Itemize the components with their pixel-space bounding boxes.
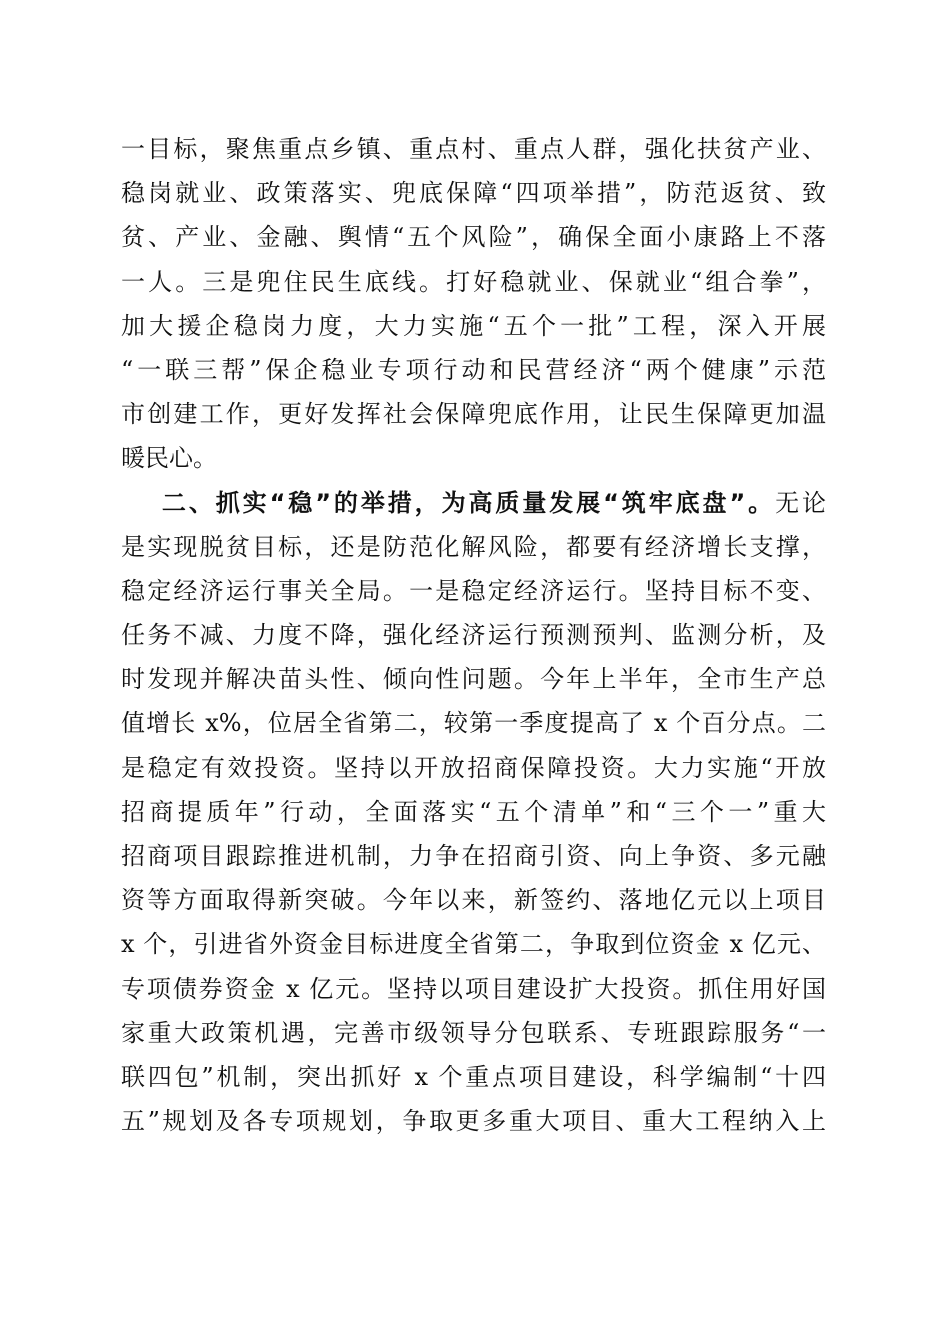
paragraph-line: 联四包”机制，突出抓好 x 个重点项目建设，科学编制“十四 <box>121 1062 826 1091</box>
paragraph-line: x 个，引进省外资金目标进度全省第二，争取到位资金 x 亿元、 <box>121 930 826 959</box>
paragraph-line: 任务不减、力度不降，强化经济运行预测预判、监测分析，及 <box>121 621 826 650</box>
paragraph-line: 招商提质年”行动，全面落实“五个清单”和“三个一”重大 <box>121 797 826 826</box>
paragraph-line: 贫、产业、金融、舆情“五个风险”，确保全面小康路上不落 <box>121 223 826 252</box>
paragraph-line: 招商项目跟踪推进机制，力争在招商引资、向上争资、多元融 <box>121 842 826 870</box>
paragraph-line: “一联三帮”保企稳业专项行动和民营经济“两个健康”示范 <box>121 355 826 384</box>
paragraph-line: 资等方面取得新突破。今年以来，新签约、落地亿元以上项目 <box>121 886 826 915</box>
section-heading-line <box>121 481 826 525</box>
document-body <box>121 127 826 1143</box>
section-heading: 二、抓实“稳”的举措，为高质量发展“筑牢底盘”。 <box>159 488 776 517</box>
paragraph-line: 家重大政策机遇，完善市级领导分包联系、专班跟踪服务“一 <box>121 1018 826 1047</box>
paragraph-line: 稳岗就业、政策落实、兜底保障“四项举措”，防范返贫、致 <box>121 179 826 208</box>
paragraph-line: 值增长 x%，位居全省第二，较第一季度提高了 x 个百分点。二 <box>121 709 826 738</box>
paragraph-line: 时发现并解决苗头性、倾向性问题。今年上半年，全市生产总 <box>121 665 826 694</box>
paragraph-line: 是稳定有效投资。坚持以开放招商保障投资。大力实施“开放 <box>121 753 826 782</box>
paragraph-line: 市创建工作，更好发挥社会保障兜底作用，让民生保障更加温 <box>121 400 826 429</box>
paragraph-line: 暖民心。 <box>121 444 217 473</box>
paragraph-line: 加大援企稳岗力度，大力实施“五个一批”工程，深入开展 <box>121 311 826 340</box>
paragraph-line: 专项债券资金 x 亿元。坚持以项目建设扩大投资。抓住用好国 <box>121 974 826 1003</box>
paragraph-line: 是实现脱贫目标，还是防范化解风险，都要有经济增长支撑， <box>121 532 826 561</box>
paragraph-line: 一人。三是兜住民生底线。打好稳就业、保就业“组合拳”， <box>121 267 826 296</box>
heading-line-tail: 无论 <box>775 488 827 517</box>
paragraph-line: 五”规划及各专项规划，争取更多重大项目、重大工程纳入上 <box>121 1107 826 1136</box>
paragraph-line: 稳定经济运行事关全局。一是稳定经济运行。坚持目标不变、 <box>121 576 826 605</box>
paragraph-line: 一目标，聚焦重点乡镇、重点村、重点人群，强化扶贫产业、 <box>121 135 826 163</box>
